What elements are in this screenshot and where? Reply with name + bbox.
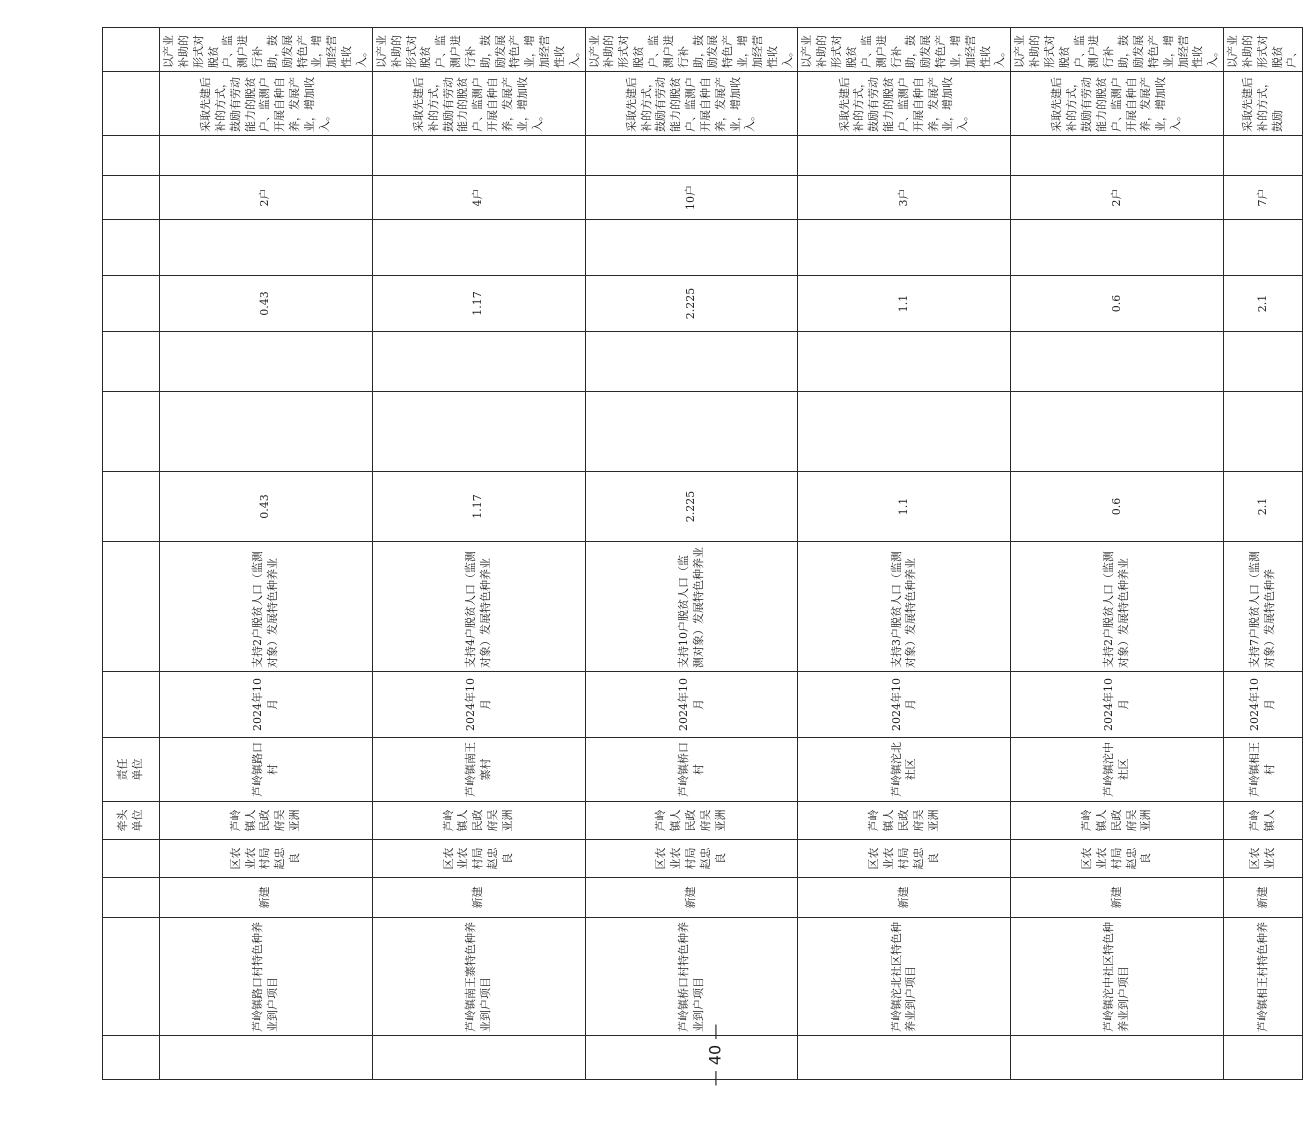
cell-blank0: [585, 1036, 798, 1080]
header-cell: [103, 332, 160, 392]
header-cell: [103, 136, 160, 176]
cell-blank0: [372, 1036, 585, 1080]
page-number: — 40 —: [705, 1023, 725, 1087]
cell-blank4: [372, 136, 585, 176]
cell-resp: 芦岭镇人民政府吴亚洲: [160, 802, 373, 840]
cell-lead: 区农业农村局赵忠良: [1011, 840, 1224, 878]
cell-lead: 区农业农村局赵忠良: [585, 840, 798, 878]
cell-blank4: [798, 136, 1011, 176]
header-cell: [103, 918, 160, 1036]
cell-type: 新建: [372, 878, 585, 918]
cell-benefit: 以产业补助的形式对脱贫户、监测户进行补助，鼓励发展特色产业，增加经营性收入。: [160, 28, 373, 72]
cell-time: 2024年10月: [160, 672, 373, 738]
header-cell: 责任 单位: [103, 738, 160, 802]
cell-resp: 芦岭镇人民政府吴亚洲: [1011, 802, 1224, 840]
cell-fund: 0.6: [1011, 276, 1224, 332]
cell-type: 新建: [1224, 878, 1303, 918]
header-cell: [103, 1036, 160, 1080]
cell-project: 芦岭镇相王村特色种养: [1224, 918, 1303, 1036]
cell-content: 支持3户脱贫人口（监测对象）发展特色种养业: [798, 542, 1011, 672]
table-row: [372, 28, 585, 1080]
cell-location: 芦岭镇沱北社区: [798, 738, 1011, 802]
cell-blank1: [372, 392, 585, 472]
cell-blank3: [1224, 220, 1303, 276]
cell-blank1: [585, 392, 798, 472]
cell-fund: 1.1: [798, 276, 1011, 332]
cell-project: 芦岭镇沱中社区特色种养业到户项目: [1011, 918, 1224, 1036]
header-cell: 牵头 单位: [103, 802, 160, 840]
header-cell: [103, 176, 160, 220]
table-row: [1224, 28, 1303, 1080]
cell-mechanism: 采取先建后补的方式，鼓励: [1224, 72, 1303, 136]
cell-blank3: [160, 220, 373, 276]
cell-mechanism: 采取先建后补的方式，鼓励有劳动能力的脱贫户、监测户开展自种自养，发展产业，增加收入。: [585, 72, 798, 136]
cell-blank1: [798, 392, 1011, 472]
cell-households: 3户: [798, 176, 1011, 220]
cell-blank2: [372, 332, 585, 392]
cell-blank4: [160, 136, 373, 176]
cell-content: 支持7户脱贫人口（监测对象）发展特色种养: [1224, 542, 1303, 672]
header-cell: [103, 840, 160, 878]
cell-time: 2024年10月: [1224, 672, 1303, 738]
project-table: [102, 27, 1303, 1080]
cell-mechanism: 采取先建后补的方式，鼓励有劳动能力的脱贫户、监测户开展自种自养，发展产业，增加收入。: [1011, 72, 1224, 136]
cell-lead: 区农业农村局赵忠良: [372, 840, 585, 878]
cell-blank1: [1224, 392, 1303, 472]
cell-location: 芦岭镇路口村: [160, 738, 373, 802]
cell-blank4: [1011, 136, 1224, 176]
cell-total: 1.1: [798, 472, 1011, 542]
cell-content: 支持2户脱贫人口（监测对象）发展特色种养业: [160, 542, 373, 672]
cell-benefit: 以产业补助的形式对脱贫户、监测户进行补助，鼓励发展特色产业，增加经营性收入。: [585, 28, 798, 72]
cell-fund: 2.225: [585, 276, 798, 332]
cell-blank0: [798, 1036, 1011, 1080]
cell-blank4: [1224, 136, 1303, 176]
cell-households: 4户: [372, 176, 585, 220]
cell-project: 芦岭镇桥口村特色种养业到户项目: [585, 918, 798, 1036]
cell-benefit: 以产业补助的形式对脱贫户、监测户进行补助，鼓励发展特色产业，增加经营性收入。: [798, 28, 1011, 72]
cell-blank4: [585, 136, 798, 176]
table-row: [798, 28, 1011, 1080]
header-cell: [103, 392, 160, 472]
cell-blank2: [1224, 332, 1303, 392]
header-cell: [103, 276, 160, 332]
cell-resp: 芦岭镇人民政府吴亚洲: [798, 802, 1011, 840]
cell-lead: 区农业农村局赵忠良: [160, 840, 373, 878]
cell-location: 芦岭镇南王寨村: [372, 738, 585, 802]
cell-blank2: [798, 332, 1011, 392]
header-cell: [103, 878, 160, 918]
cell-location: 芦岭镇相王村: [1224, 738, 1303, 802]
table-row: [1011, 28, 1224, 1080]
cell-mechanism: 采取先建后补的方式，鼓励有劳动能力的脱贫户、监测户开展自种自养，发展产业，增加收入。: [160, 72, 373, 136]
cell-resp: 芦岭镇人民政府吴亚洲: [372, 802, 585, 840]
cell-total: 2.225: [585, 472, 798, 542]
cell-households: 7户: [1224, 176, 1303, 220]
cell-blank3: [585, 220, 798, 276]
cell-content: 支持10户脱贫人口（监测对象）发展特色种养业: [585, 542, 798, 672]
cell-total: 0.43: [160, 472, 373, 542]
cell-blank0: [1224, 1036, 1303, 1080]
table-body: [103, 28, 1303, 1080]
cell-fund: 0.43: [160, 276, 373, 332]
cell-type: 新建: [160, 878, 373, 918]
cell-project: 芦岭镇路口村特色种养业到户项目: [160, 918, 373, 1036]
table-row: [585, 28, 798, 1080]
cell-blank0: [160, 1036, 373, 1080]
cell-households: 10户: [585, 176, 798, 220]
header-cell: [103, 220, 160, 276]
cell-blank0: [1011, 1036, 1224, 1080]
cell-content: 支持2户脱贫人口（监测对象）发展特色种养业: [1011, 542, 1224, 672]
cell-households: 2户: [1011, 176, 1224, 220]
cell-fund: 1.17: [372, 276, 585, 332]
cell-time: 2024年10月: [372, 672, 585, 738]
cell-mechanism: 采取先建后补的方式，鼓励有劳动能力的脱贫户、监测户开展自种自养，发展产业，增加收入。: [372, 72, 585, 136]
cell-resp: 芦岭镇人: [1224, 802, 1303, 840]
cell-blank2: [160, 332, 373, 392]
cell-households: 2户: [160, 176, 373, 220]
header-cell: [103, 542, 160, 672]
cell-blank2: [585, 332, 798, 392]
cell-time: 2024年10月: [585, 672, 798, 738]
cell-type: 新建: [798, 878, 1011, 918]
header-row: [103, 28, 160, 1080]
cell-lead: 区农业农村局赵忠良: [798, 840, 1011, 878]
cell-resp: 芦岭镇人民政府吴亚洲: [585, 802, 798, 840]
cell-benefit: 以产业补助的形式对脱贫户、: [1224, 28, 1303, 72]
cell-blank3: [372, 220, 585, 276]
header-cell: [103, 72, 160, 136]
cell-blank2: [1011, 332, 1224, 392]
cell-total: 2.1: [1224, 472, 1303, 542]
cell-time: 2024年10月: [798, 672, 1011, 738]
cell-blank3: [798, 220, 1011, 276]
cell-location: 芦岭镇桥口村: [585, 738, 798, 802]
cell-lead: 区农业农: [1224, 840, 1303, 878]
cell-project: 芦岭镇沱北社区特色种养业到户项目: [798, 918, 1011, 1036]
cell-type: 新建: [585, 878, 798, 918]
cell-blank3: [1011, 220, 1224, 276]
cell-blank1: [160, 392, 373, 472]
cell-type: 新建: [1011, 878, 1224, 918]
header-cell: [103, 28, 160, 72]
table-row: [160, 28, 373, 1080]
header-cell: [103, 672, 160, 738]
cell-blank1: [1011, 392, 1224, 472]
cell-benefit: 以产业补助的形式对脱贫户、监测户进行补助，鼓励发展特色产业，增加经营性收入。: [372, 28, 585, 72]
cell-benefit: 以产业补助的形式对脱贫户、监测户进行补助，鼓励发展特色产业，增加经营性收入。: [1011, 28, 1224, 72]
cell-time: 2024年10月: [1011, 672, 1224, 738]
cell-mechanism: 采取先建后补的方式，鼓励有劳动能力的脱贫户、监测户开展自种自养，发展产业，增加收入。: [798, 72, 1011, 136]
cell-total: 1.17: [372, 472, 585, 542]
cell-content: 支持4户脱贫人口（监测对象）发展特色种养业: [372, 542, 585, 672]
cell-project: 芦岭镇南王寨特色种养业到户项目: [372, 918, 585, 1036]
header-cell: [103, 472, 160, 542]
cell-location: 芦岭镇沱中社区: [1011, 738, 1224, 802]
cell-total: 0.6: [1011, 472, 1224, 542]
cell-fund: 2.1: [1224, 276, 1303, 332]
